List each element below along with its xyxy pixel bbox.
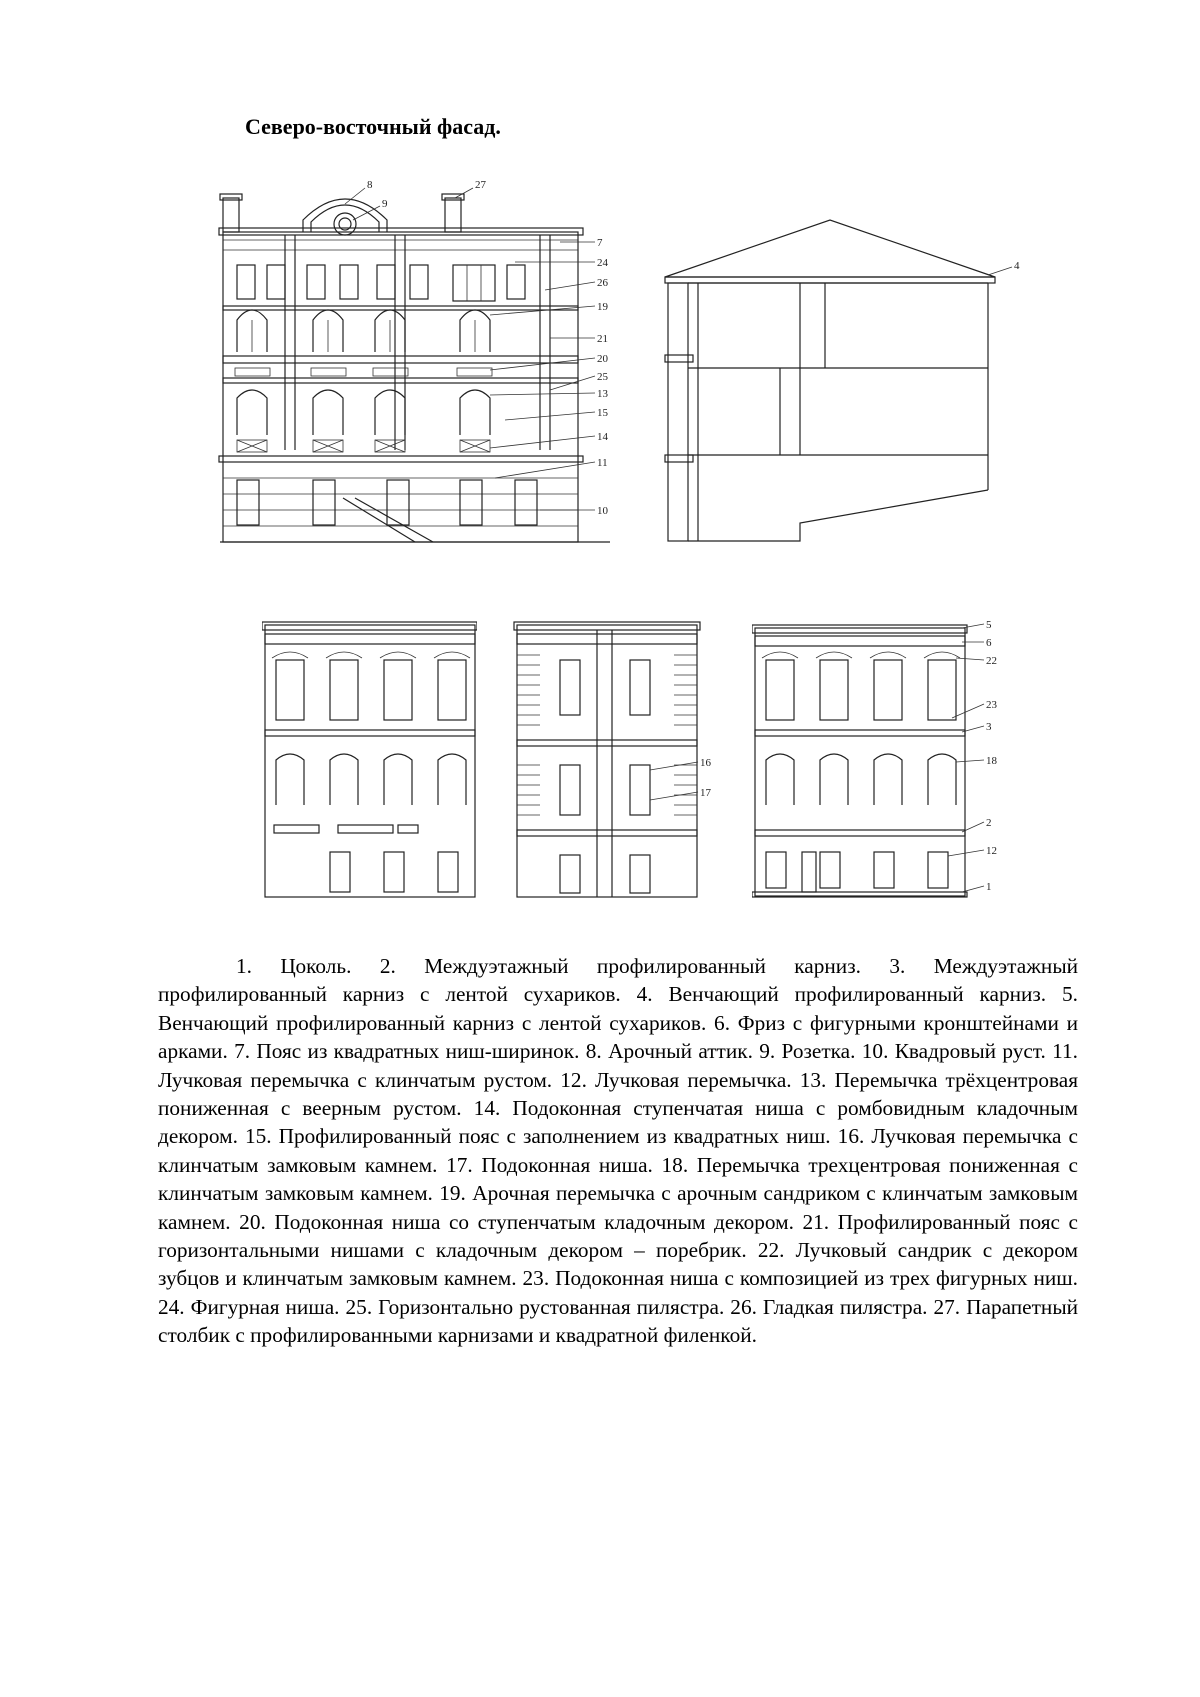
callout-19: 19	[597, 301, 608, 313]
courtyard-facade-drawing	[512, 620, 722, 900]
side-facade-drawing	[660, 215, 1030, 545]
legend-item: 27. Парапетный столбик с профилированными карнизами и квадратной филенкой.	[158, 1294, 1079, 1348]
legend-item: 5. Венчающий профилированный карниз с лентой сухариков.	[158, 982, 1078, 1035]
callout-15: 15	[597, 407, 608, 419]
legend-item: 22. Лучковый сандрик с декором зубцов и клинчатым замковым камнем.	[158, 1238, 1079, 1291]
callout-8: 8	[367, 180, 373, 191]
legend-item: 9. Розетка.	[759, 1039, 856, 1064]
callout-14: 14	[597, 431, 608, 443]
callout-21: 21	[597, 333, 608, 345]
callout-13: 13	[597, 388, 608, 400]
callout-12: 12	[986, 845, 997, 857]
callout-11: 11	[597, 457, 608, 469]
callout-10: 10	[597, 505, 608, 517]
legend-paragraph	[158, 952, 1078, 1350]
callout-27: 27	[475, 180, 486, 191]
callout-1: 1	[986, 881, 992, 893]
callout-20: 20	[597, 353, 608, 365]
legend-item: 2. Междуэтажный профилированный карниз.	[379, 954, 861, 978]
callout-3: 3	[986, 721, 992, 733]
legend-item: 1. Цоколь.	[236, 954, 352, 978]
legend-item: 7. Пояс из квадратных ниш-ширинок.	[234, 1039, 580, 1064]
legend-item: 8. Арочный аттик.	[585, 1039, 753, 1064]
legend-item: 15. Профилированный пояс с заполнением из квадратных ниш.	[244, 1124, 831, 1149]
main-facade-drawing	[215, 180, 615, 545]
legend-item: 17. Подоконная ниша.	[446, 1152, 653, 1177]
callout-17: 17	[700, 787, 711, 799]
legend-item: 24. Фигурная ниша.	[158, 1294, 340, 1319]
legend-item: 3. Междуэтажный профилированный карниз с лентой сухариков.	[158, 954, 1079, 1007]
legend-item: 12. Лучковая перемычка.	[560, 1067, 792, 1092]
legend-item: 10. Квадровый руст.	[861, 1039, 1046, 1064]
legend-item: 11. Лучковая перемычка с клинчатым рустом.	[158, 1039, 1078, 1092]
callout-25: 25	[597, 371, 608, 383]
callout-7: 7	[597, 237, 603, 249]
callout-16: 16	[700, 757, 711, 769]
legend-item: 19. Арочная перемычка с арочным сандриком с клинчатым замковым камнем.	[158, 1181, 1079, 1234]
legend-item: 20. Подоконная ниша со ступенчатым кладочным декором.	[239, 1209, 794, 1234]
callout-24: 24	[597, 257, 608, 269]
legend-item: 14. Подоконная ступенчатая ниша с ромбовидным кладочным декором.	[158, 1096, 1078, 1149]
callout-22: 22	[986, 655, 997, 667]
callout-4: 4	[1014, 260, 1020, 272]
callout-6: 6	[986, 637, 992, 649]
legend-item: 16. Лучковая перемычка с клинчатым замковым камнем.	[158, 1124, 1079, 1177]
legend-item: 6. Фриз с фигурными кронштейнами и арками.	[158, 1010, 1078, 1064]
legend-item: 18. Перемычка трехцентровая пониженная с клинчатым замковым камнем.	[158, 1152, 1079, 1206]
lower-left-facade-drawing	[262, 620, 477, 900]
legend-item: 25. Горизонтально рустованная пилястра.	[345, 1294, 725, 1319]
callout-5: 5	[986, 620, 992, 631]
legend-item: 4. Венчающий профилированный карниз.	[636, 982, 1047, 1007]
callout-9: 9	[382, 198, 388, 210]
page-heading: Северо-восточный фасад.	[245, 114, 501, 139]
lower-right-facade-drawing	[752, 620, 1002, 900]
callout-26: 26	[597, 277, 608, 289]
callout-2: 2	[986, 817, 992, 829]
legend-item: 23. Подоконная ниша с композицией из трех фигурных ниш.	[522, 1266, 1078, 1291]
legend-item: 21. Профилированный пояс с горизонтальными нишами с кладочным декором – поребрик.	[158, 1209, 1079, 1263]
callout-18: 18	[986, 755, 997, 767]
legend-item: 13. Перемычка трёхцентровая пониженная с веерным рустом.	[158, 1067, 1078, 1121]
legend-text	[158, 952, 1078, 1350]
callout-23: 23	[986, 699, 997, 711]
legend-item: 26. Гладкая пилястра.	[730, 1294, 928, 1319]
